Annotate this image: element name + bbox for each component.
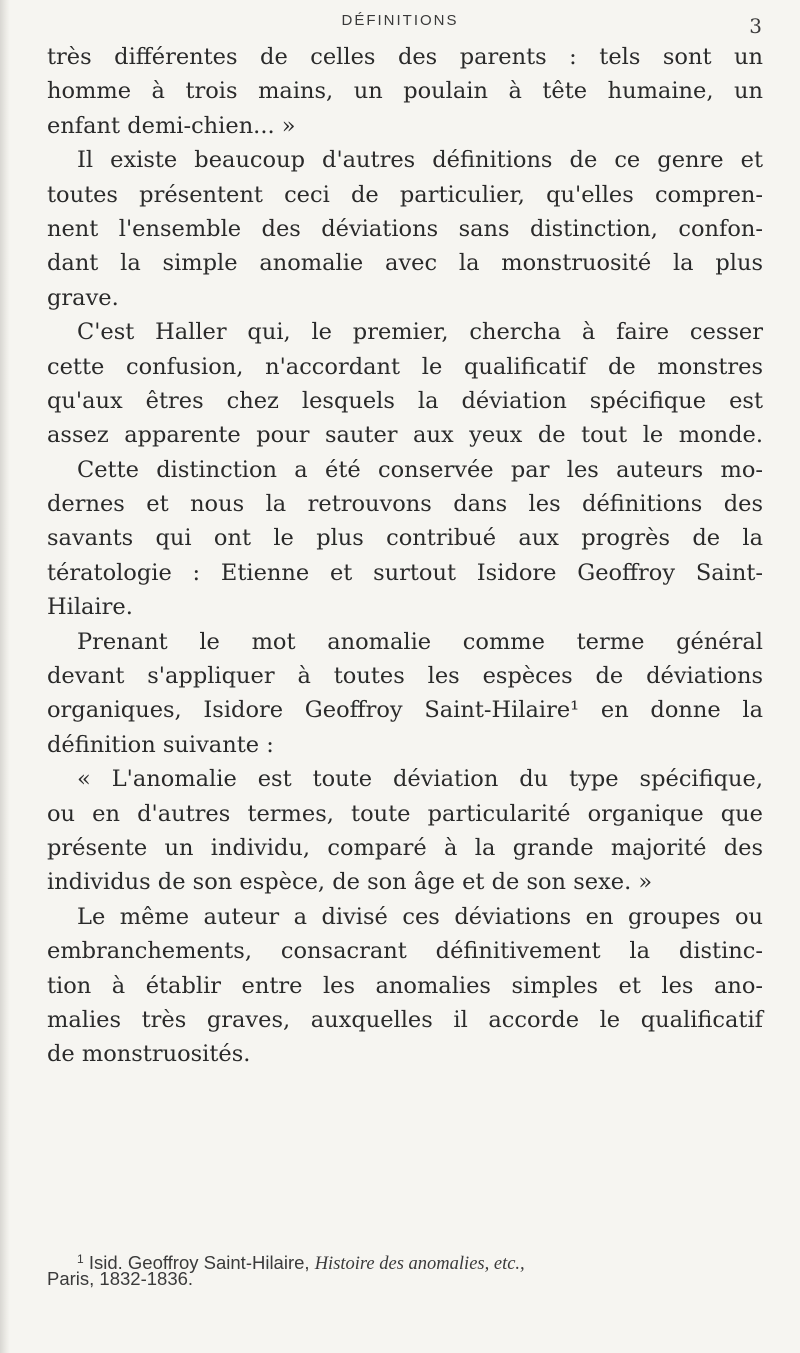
- running-title: DÉFINITIONS: [341, 12, 459, 29]
- text-line: Cette distinction a été conservée par les auteurs mo-: [77, 456, 763, 483]
- text-line: enfant demi-chien... »: [47, 112, 296, 139]
- text-line: « L'anomalie est toute déviation du type spécifique,: [77, 766, 763, 793]
- text-line: Hilaire.: [47, 594, 133, 621]
- footnote-author: Isid. Geoffroy Saint-Hilaire,: [88, 1252, 310, 1273]
- footnote-line: Paris, 1832-1836.: [47, 1268, 194, 1289]
- footnote-title: Histoire des anomalies, etc.,: [314, 1254, 525, 1274]
- body-text: [47, 40, 763, 1072]
- footnote-mark: 1: [77, 1252, 84, 1266]
- text-line: homme à trois mains, un poulain à tête humaine, un: [47, 78, 763, 105]
- footnote: [47, 1250, 763, 1288]
- text-line: individus de son espèce, de son âge et de son sexe. »: [47, 869, 653, 896]
- text-line: savants qui ont le plus contribué aux progrès de la: [47, 525, 763, 552]
- page-number: 3: [749, 14, 762, 38]
- text-line: définition suivante :: [47, 731, 274, 758]
- text-line: dernes et nous la retrouvons dans les définitions des: [47, 491, 763, 518]
- text-line: dant la simple anomalie avec la monstruosité la plus: [47, 250, 763, 277]
- text-line: assez apparente pour sauter aux yeux de tout le monde.: [47, 422, 763, 449]
- text-line: organiques, Isidore Geoffroy Saint-Hilaire¹ en donne la: [47, 697, 763, 724]
- text-line: Prenant le mot anomalie comme terme général: [77, 628, 763, 655]
- page-edge-shadow: [0, 0, 10, 1353]
- text-line: malies très graves, auxquelles il accorde le qualificatif: [47, 1006, 763, 1033]
- page-header: [0, 12, 800, 38]
- text-line: Il existe beaucoup d'autres définitions de ce genre et: [77, 147, 763, 174]
- text-line: cette confusion, n'accordant le qualificatif de monstres: [47, 353, 763, 380]
- text-line: toutes présentent ceci de particulier, qu'elles compren-: [47, 181, 763, 208]
- text-line: nent l'ensemble des déviations sans distinction, confon-: [47, 215, 763, 242]
- text-line: qu'aux êtres chez lesquels la déviation spécifique est: [47, 387, 763, 414]
- text-line: très différentes de celles des parents : tels sont un: [47, 44, 763, 70]
- text-line: devant s'appliquer à toutes les espèces de déviations: [47, 663, 763, 690]
- text-line: de monstruosités.: [47, 1041, 251, 1068]
- text-line: tion à établir entre les anomalies simples et les ano-: [47, 972, 763, 999]
- text-line: ou en d'autres termes, toute particularité organique que: [47, 800, 763, 827]
- text-line: présente un individu, comparé à la grande majorité des: [47, 834, 763, 861]
- text-line: Le même auteur a divisé ces déviations en groupes ou: [77, 903, 763, 930]
- footnote-line: [47, 1250, 763, 1274]
- text-line: C'est Haller qui, le premier, chercha à faire cesser: [77, 319, 763, 346]
- text-line: embranchements, consacrant définitivement la distinc-: [47, 938, 763, 965]
- text-line: grave.: [47, 284, 119, 311]
- text-line: tératologie : Etienne et surtout Isidore Geoffroy Saint-: [47, 559, 763, 586]
